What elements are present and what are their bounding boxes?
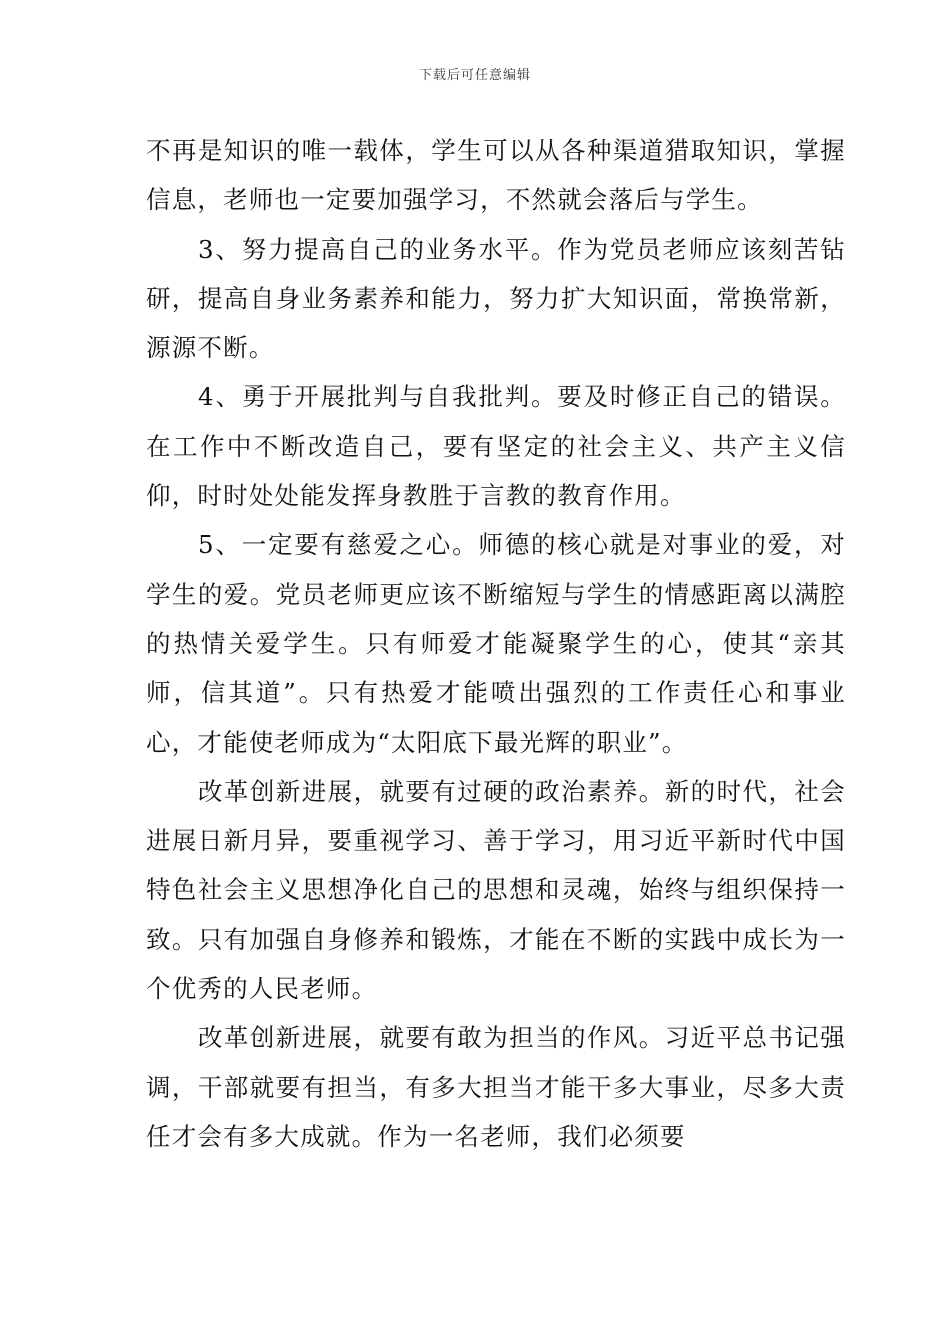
- paragraph-responsibility: 改革创新进展，就要有敢为担当的作风。习近平总书记强调，干部就要有担当，有多大担当才能干多大事业，尽多大责任才会有多大成就。作为一名老师，我们必须要: [146, 1023, 846, 1151]
- page-header-note: 下载后可任意编辑: [418, 68, 531, 83]
- paragraph-item-3: 3、努力提高自己的业务水平。作为党员老师应该刻苦钻研，提高自身业务素养和能力，努力扩大知识面，常换常新，源源不断。: [146, 234, 846, 363]
- paragraph-item-4: 4、勇于开展批判与自我批判。要及时修正自己的错误。在工作中不断改造自己，要有坚定的社会主义、共产主义信仰，时时处处能发挥身教胜于言教的教育作用。: [146, 382, 846, 511]
- paragraph-item-5: 5、一定要有慈爱之心。师德的核心就是对事业的爱，对学生的爱。党员老师更应该不断缩短与学生的情感距离以满腔的热情关爱学生。只有师爱才能凝聚学生的心，使其“亲其师，信其道”。只有热爱才能喷出强烈的工作责任心和事业心，才能使老师成为“太阳底下最光辉的职业”。: [146, 530, 846, 757]
- paragraph-political-quality: 改革创新进展，就要有过硬的政治素养。新的时代，社会进展日新月异，要重视学习、善于学习，用习近平新时代中国特色社会主义思想净化自己的思想和灵魂，始终与组织保持一致。只有加强自身修养和锻炼，才能在不断的实践中成长为一个优秀的人民老师。: [146, 776, 846, 1004]
- document-body: [146, 126, 846, 1161]
- paragraph-continuation: 不再是知识的唯一载体，学生可以从各种渠道猎取知识，掌握信息，老师也一定要加强学习，不然就会落后与学生。: [146, 136, 846, 215]
